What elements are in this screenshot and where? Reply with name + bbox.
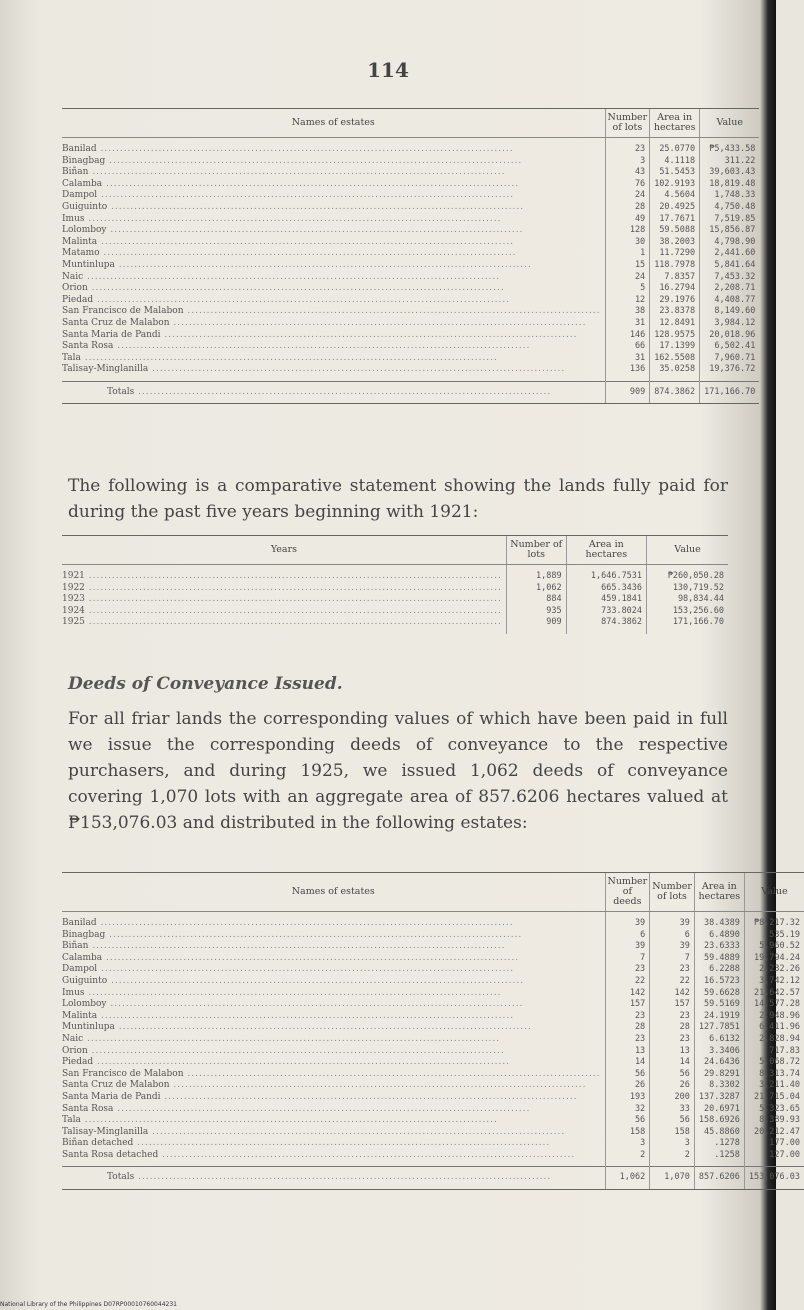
cell-value: 158.6926	[694, 1115, 744, 1127]
row-label: 1921 .....	[62, 565, 506, 583]
cell-value: .1258	[694, 1150, 744, 1167]
row-label: Orion .....	[62, 283, 605, 295]
cell-value: 38.4389	[694, 912, 744, 930]
cell-value: 137.3287	[694, 1092, 744, 1104]
cell-value: 12.8491	[650, 318, 700, 330]
cell-value: 3.3406	[694, 1046, 744, 1058]
row-label: Biñan detached .....	[62, 1138, 605, 1150]
cell-value: 4.1118	[650, 156, 700, 168]
cell-value: 2,948.96	[744, 1011, 804, 1023]
cell-value: 24	[605, 190, 650, 202]
section-heading: Deeds of Conveyance Issued.	[68, 674, 343, 694]
table1-body	[62, 138, 759, 404]
cell-value: 4,408.77	[700, 295, 760, 307]
cell-value: 39	[605, 941, 650, 953]
row-label: Piedad .....	[62, 1057, 605, 1069]
table-row	[62, 295, 759, 307]
table-row	[62, 214, 759, 226]
cell-value: 7,960.71	[700, 353, 760, 365]
cell-value: 24.6436	[694, 1057, 744, 1069]
cell-value: 3	[605, 156, 650, 168]
table-row	[62, 964, 804, 976]
row-label: Malinta .....	[62, 1011, 605, 1023]
row-label: Calamba .....	[62, 953, 605, 965]
cell-value: 1,062	[506, 583, 566, 595]
cell-value: 128.9575	[650, 330, 700, 342]
table-row	[62, 1104, 804, 1116]
row-label: Santa Rosa .....	[62, 341, 605, 353]
cell-value: 18,819.48	[700, 179, 760, 191]
cell-value: 6	[605, 930, 650, 942]
cell-value: 20,212.47	[744, 1127, 804, 1139]
cell-value: .1278	[694, 1138, 744, 1150]
page-number: 114	[367, 58, 409, 82]
cell-value: 142	[605, 988, 650, 1000]
cell-value: 11.7290	[650, 248, 700, 260]
cell-value: 6.6132	[694, 1034, 744, 1046]
row-label: Santa Cruz de Malabon .....	[62, 318, 605, 330]
cell-value: 16.5723	[694, 976, 744, 988]
cell-value: 15,856.87	[700, 225, 760, 237]
cell-value: 98,834.44	[647, 594, 728, 606]
cell-value: 2	[605, 1150, 650, 1167]
cell-value: 17.1399	[650, 341, 700, 353]
row-label: Guiguinto .....	[62, 202, 605, 214]
cell-value: 59.4889	[694, 953, 744, 965]
cell-value: 8.3302	[694, 1080, 744, 1092]
cell-value: 21,715.04	[744, 1092, 804, 1104]
row-label: Santa Maria de Pandi .....	[62, 1092, 605, 1104]
cell-value: 153,256.60	[647, 606, 728, 618]
table3-body	[62, 912, 804, 1190]
table-row	[62, 1046, 804, 1058]
table-row	[62, 594, 728, 606]
row-label: Banilad .....	[62, 912, 605, 930]
cell-value: 884	[506, 594, 566, 606]
cell-value: 118.7978	[650, 260, 700, 272]
cell-value: 20.6971	[694, 1104, 744, 1116]
cell-value: 59.5088	[650, 225, 700, 237]
cell-value: 38.2003	[650, 237, 700, 249]
table-row	[62, 353, 759, 365]
deeds-paragraph: For all friar lands the corresponding values of which have been paid in full we issue the corresponding deeds of conveyance to the respective purchasers, and during 1925, we issued 1,062 deeds of conveyance covering 1,070 lots with an aggregate area of 857.6206 hectares valued at ₱153,076.03 and distributed in the following estates:	[68, 709, 728, 833]
cell-value: 14,577.28	[744, 999, 804, 1011]
cell-value: 45.8860	[694, 1127, 744, 1139]
cell-value: 43	[605, 167, 650, 179]
cell-value: 13	[605, 1046, 650, 1058]
cell-value: 31	[605, 353, 650, 365]
cell-value: 3	[650, 1138, 695, 1150]
cell-value: 4,798.90	[700, 237, 760, 249]
cell-value: 7	[605, 953, 650, 965]
cell-value: 23	[605, 964, 650, 976]
cell-value: 171,166.70	[647, 617, 728, 634]
column-header: Years	[62, 536, 506, 565]
row-label: Muntinlupa .....	[62, 1022, 605, 1034]
cell-value: 158	[605, 1127, 650, 1139]
total-value: 171,166.70	[700, 381, 760, 404]
table-row	[62, 617, 728, 634]
cell-value: 717.83	[744, 1046, 804, 1058]
cell-value: ₱260,050.28	[647, 565, 728, 583]
cell-value: 7,453.32	[700, 272, 760, 284]
cell-value: 5,068.72	[744, 1057, 804, 1069]
cell-value: 1,748.33	[700, 190, 760, 202]
cell-value: 733.8024	[566, 606, 646, 618]
cell-value: 2,232.26	[744, 964, 804, 976]
table-row	[62, 930, 804, 942]
cell-value: 1	[605, 248, 650, 260]
row-label: Lolomboy .....	[62, 225, 605, 237]
estates-lots-table	[62, 108, 759, 404]
cell-value: 13	[650, 1046, 695, 1058]
cell-value: 66	[605, 341, 650, 353]
cell-value: 38	[605, 306, 650, 318]
table-row	[62, 976, 804, 988]
table-row	[62, 237, 759, 249]
row-label: Guiguinto .....	[62, 976, 605, 988]
cell-value: 28	[605, 202, 650, 214]
row-label: Malinta .....	[62, 237, 605, 249]
table-row	[62, 1127, 804, 1139]
row-label: Banilad .....	[62, 138, 605, 156]
cell-value: 32	[605, 1104, 650, 1116]
cell-value: 59.6628	[694, 988, 744, 1000]
cell-value: 22	[605, 976, 650, 988]
row-label: Santa Maria de Pandi .....	[62, 330, 605, 342]
table-row	[62, 941, 804, 953]
cell-value: 193	[605, 1092, 650, 1104]
row-label: Santa Cruz de Malabon .....	[62, 1080, 605, 1092]
row-label: Muntinlupa .....	[62, 260, 605, 272]
cell-value: 200	[650, 1092, 695, 1104]
column-header: Value	[700, 109, 760, 138]
table-row	[62, 167, 759, 179]
library-footer: National Library of the Philippines D07RP00010760044231	[0, 1301, 177, 1308]
cell-value: 5,323.65	[744, 1104, 804, 1116]
total-value: 153,076.03	[744, 1167, 804, 1190]
row-label: Tala .....	[62, 353, 605, 365]
cell-value: 76	[605, 179, 650, 191]
row-label: 1925 .....	[62, 617, 506, 634]
cell-value: 23	[605, 138, 650, 156]
cell-value: 29.1976	[650, 295, 700, 307]
row-label: Calamba .....	[62, 179, 605, 191]
table2-body	[62, 565, 728, 634]
row-label: Biñan .....	[62, 167, 605, 179]
cell-value: 56	[605, 1115, 650, 1127]
row-label: Biñan .....	[62, 941, 605, 953]
cell-value: 14	[605, 1057, 650, 1069]
table-row	[62, 190, 759, 202]
cell-value: 3	[605, 1138, 650, 1150]
cell-value: 35.0258	[650, 364, 700, 381]
cell-value: 23.8378	[650, 306, 700, 318]
row-label: Talisay-Minglanilla .....	[62, 364, 605, 381]
cell-value: 158	[650, 1127, 695, 1139]
table-row	[62, 1080, 804, 1092]
table-row	[62, 1092, 804, 1104]
cell-value: 23.6333	[694, 941, 744, 953]
cell-value: 874.3862	[566, 617, 646, 634]
cell-value: 15	[605, 260, 650, 272]
table-row	[62, 138, 759, 156]
total-value: 909	[605, 381, 650, 404]
row-label: Piedad .....	[62, 295, 605, 307]
row-label: Binagbag .....	[62, 930, 605, 942]
cell-value: 7,519.85	[700, 214, 760, 226]
row-label: Imus .....	[62, 988, 605, 1000]
five-year-comparison-table	[62, 535, 728, 634]
cell-value: 2,441.60	[700, 248, 760, 260]
total-value: 1,070	[650, 1167, 695, 1190]
cell-value: 26	[650, 1080, 695, 1092]
cell-value: 3,984.12	[700, 318, 760, 330]
row-label: Santa Rosa .....	[62, 1104, 605, 1116]
cell-value: 4.5604	[650, 190, 700, 202]
table-row	[62, 1034, 804, 1046]
cell-value: 14	[650, 1057, 695, 1069]
column-header: Value	[744, 873, 804, 912]
cell-value: 20,018.96	[700, 330, 760, 342]
row-label: 1923 .....	[62, 594, 506, 606]
cell-value: 31	[605, 318, 650, 330]
cell-value: 23	[650, 964, 695, 976]
cell-value: 157	[650, 999, 695, 1011]
cell-value: 2,208.71	[700, 283, 760, 295]
table-row	[62, 364, 759, 381]
cell-value: 2,828.94	[744, 1034, 804, 1046]
cell-value: 459.1841	[566, 594, 646, 606]
cell-value: 1,889	[506, 565, 566, 583]
cell-value: 146	[605, 330, 650, 342]
totals-label: Totals .....	[62, 1167, 605, 1190]
cell-value: 26	[605, 1080, 650, 1092]
row-label: Lolomboy .....	[62, 999, 605, 1011]
cell-value: 6	[650, 930, 695, 942]
cell-value: 24	[605, 272, 650, 284]
cell-value: 28	[605, 1022, 650, 1034]
deeds-of-conveyance-table	[62, 872, 804, 1190]
table-row	[62, 341, 759, 353]
totals-row	[62, 381, 759, 404]
totals-label: Totals .....	[62, 381, 605, 404]
row-label: Naic .....	[62, 1034, 605, 1046]
cell-value: 24.1919	[694, 1011, 744, 1023]
cell-value: 19,376.72	[700, 364, 760, 381]
totals-row	[62, 1167, 804, 1190]
cell-value: 23	[605, 1034, 650, 1046]
cell-value: 39	[650, 912, 695, 930]
table-row	[62, 1011, 804, 1023]
row-label: Matamo .....	[62, 248, 605, 260]
cell-value: 311.22	[700, 156, 760, 168]
row-label: Naic .....	[62, 272, 605, 284]
column-header: Names of estates	[62, 873, 605, 912]
table-row	[62, 248, 759, 260]
table-row	[62, 606, 728, 618]
cell-value: 4,750.48	[700, 202, 760, 214]
table-row	[62, 179, 759, 191]
cell-value: 56	[605, 1069, 650, 1081]
cell-value: 23	[650, 1011, 695, 1023]
cell-value: 17.7671	[650, 214, 700, 226]
cell-value: 39,603.43	[700, 167, 760, 179]
cell-value: 22	[650, 976, 695, 988]
cell-value: 935	[506, 606, 566, 618]
total-value: 874.3862	[650, 381, 700, 404]
cell-value: ₱5,433.58	[700, 138, 760, 156]
cell-value: 6,411.96	[744, 1022, 804, 1034]
row-label: Orion .....	[62, 1046, 605, 1058]
cell-value: 28	[650, 1022, 695, 1034]
cell-value: 130,719.52	[647, 583, 728, 595]
table-row	[62, 306, 759, 318]
cell-value: 49	[605, 214, 650, 226]
cell-value: 39	[650, 941, 695, 953]
table-row	[62, 953, 804, 965]
cell-value: 127.00	[744, 1150, 804, 1167]
cell-value: 29.8291	[694, 1069, 744, 1081]
column-header: Area in hectares	[650, 109, 700, 138]
cell-value: 2	[650, 1150, 695, 1167]
table-row	[62, 1138, 804, 1150]
row-label: Tala .....	[62, 1115, 605, 1127]
table-row	[62, 1022, 804, 1034]
cell-value: 6.2288	[694, 964, 744, 976]
row-label: San Francisco de Malabon .....	[62, 1069, 605, 1081]
row-label: Dampol .....	[62, 190, 605, 202]
table-row	[62, 988, 804, 1000]
table-row	[62, 318, 759, 330]
column-header: Number of lots	[506, 536, 566, 565]
table-row	[62, 283, 759, 295]
table2-header-row	[62, 536, 728, 565]
table-row	[62, 565, 728, 583]
column-header: Number of lots	[605, 109, 650, 138]
cell-value: 59.5169	[694, 999, 744, 1011]
cell-value: 5	[605, 283, 650, 295]
cell-value: ₱8,217.32	[744, 912, 804, 930]
row-label: 1924 .....	[62, 606, 506, 618]
cell-value: 127.7851	[694, 1022, 744, 1034]
row-label: Santa Rosa detached .....	[62, 1150, 605, 1167]
cell-value: 162.5508	[650, 353, 700, 365]
table1-header-row	[62, 109, 759, 138]
cell-value: 7	[650, 953, 695, 965]
total-value: 1,062	[605, 1167, 650, 1190]
table-row	[62, 912, 804, 930]
row-label: Binagbag .....	[62, 156, 605, 168]
cell-value: 21,642.57	[744, 988, 804, 1000]
row-label: 1922 .....	[62, 583, 506, 595]
table-row	[62, 1069, 804, 1081]
cell-value: 51.5453	[650, 167, 700, 179]
cell-value: 102.9193	[650, 179, 700, 191]
cell-value: 39	[605, 912, 650, 930]
cell-value: 5,841.64	[700, 260, 760, 272]
cell-value: 3,742.12	[744, 976, 804, 988]
cell-value: 20.4925	[650, 202, 700, 214]
cell-value: 23	[605, 1011, 650, 1023]
cell-value: 136	[605, 364, 650, 381]
cell-value: 56	[650, 1069, 695, 1081]
cell-value: 177.00	[744, 1138, 804, 1150]
cell-value: 909	[506, 617, 566, 634]
table-row	[62, 225, 759, 237]
cell-value: 142	[650, 988, 695, 1000]
cell-value: 128	[605, 225, 650, 237]
cell-value: 8,149.60	[700, 306, 760, 318]
table-row	[62, 1057, 804, 1069]
table-row	[62, 202, 759, 214]
cell-value: 19,794.24	[744, 953, 804, 965]
table-row	[62, 272, 759, 284]
cell-value: 5,960.52	[744, 941, 804, 953]
table-row	[62, 583, 728, 595]
table-row	[62, 330, 759, 342]
cell-value: 6,502.41	[700, 341, 760, 353]
table-row	[62, 260, 759, 272]
row-label: Dampol .....	[62, 964, 605, 976]
cell-value: 8,313.74	[744, 1069, 804, 1081]
total-value: 857.6206	[694, 1167, 744, 1190]
table-row	[62, 999, 804, 1011]
cell-value: 7.8357	[650, 272, 700, 284]
cell-value: 25.0770	[650, 138, 700, 156]
table-row	[62, 1150, 804, 1167]
cell-value: 665.3436	[566, 583, 646, 595]
cell-value: 16.2794	[650, 283, 700, 295]
comparative-statement-paragraph: The following is a comparative statement showing the lands fully paid for during the past five years beginning with 1921:	[68, 476, 728, 522]
cell-value: 1,646.7531	[566, 565, 646, 583]
column-header: Number of lots	[650, 873, 695, 912]
column-header: Area in hectares	[566, 536, 646, 565]
cell-value: 3,211.40	[744, 1080, 804, 1092]
cell-value: 33	[650, 1104, 695, 1116]
column-header: Number of deeds	[605, 873, 650, 912]
cell-value: 157	[605, 999, 650, 1011]
row-label: Imus .....	[62, 214, 605, 226]
column-header: Area in hectares	[694, 873, 744, 912]
table3-header-row	[62, 873, 804, 912]
row-label: Talisay-Minglanilla .....	[62, 1127, 605, 1139]
cell-value: 30	[605, 237, 650, 249]
table-row	[62, 156, 759, 168]
cell-value: 12	[605, 295, 650, 307]
column-header: Names of estates	[62, 109, 605, 138]
column-header: Value	[647, 536, 728, 565]
cell-value: 23	[650, 1034, 695, 1046]
table-row	[62, 1115, 804, 1127]
cell-value: 535.19	[744, 930, 804, 942]
cell-value: 8,389.93	[744, 1115, 804, 1127]
cell-value: 6.4890	[694, 930, 744, 942]
row-label: San Francisco de Malabon .....	[62, 306, 605, 318]
cell-value: 56	[650, 1115, 695, 1127]
